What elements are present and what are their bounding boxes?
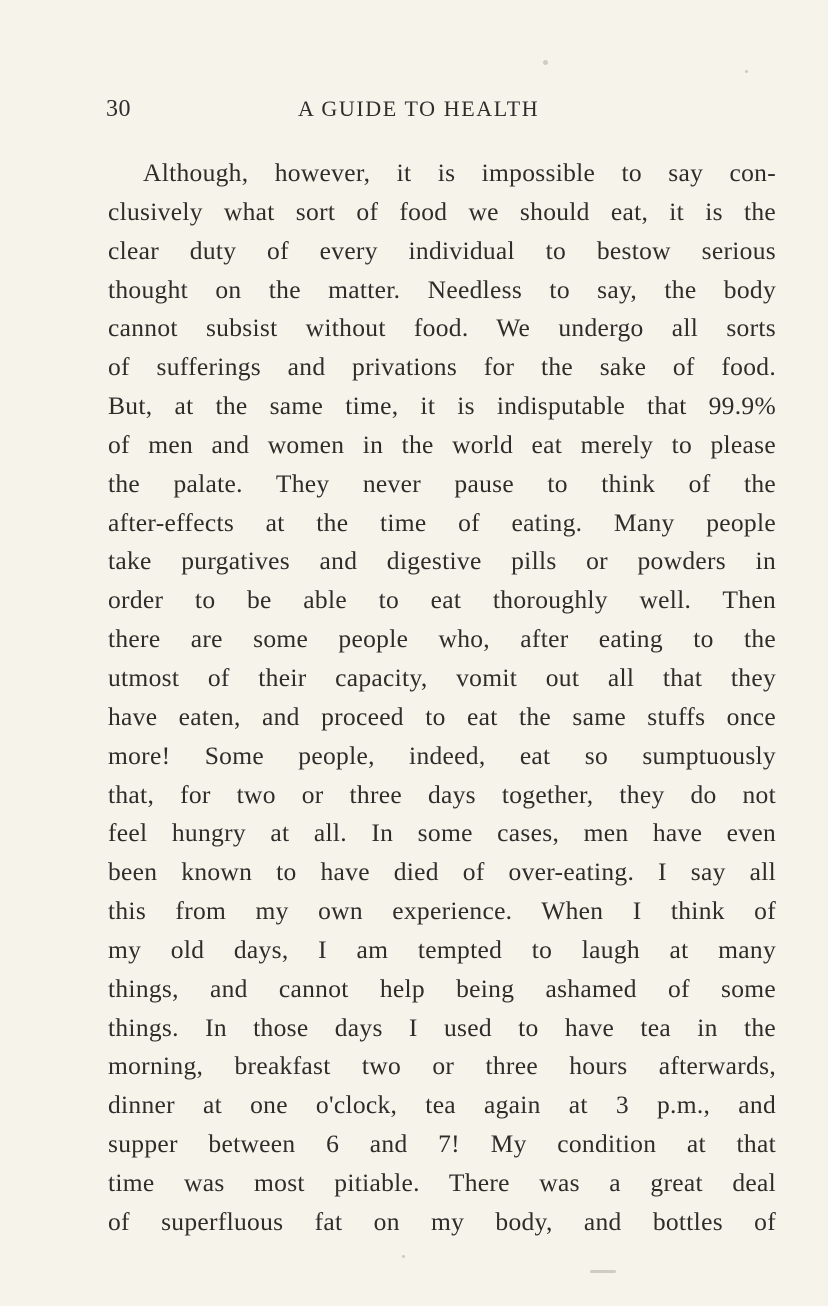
text-line: order to be able to eat thoroughly well. Then [108, 585, 776, 615]
running-head: A GUIDE TO HEALTH [298, 96, 540, 121]
ink-speck [745, 70, 748, 73]
text-line: of sufferings and privations for the sake of food. [108, 352, 776, 382]
text-line: this from my own experience. When I think of [108, 896, 776, 926]
text-line: more! Some people, indeed, eat so sumptuously [108, 740, 776, 770]
body-paragraph [108, 154, 776, 1242]
ink-speck [543, 60, 548, 65]
text-line: things. In those days I used to have tea in the [108, 1012, 776, 1042]
page-number: 30 [106, 96, 131, 122]
text-line: have eaten, and proceed to eat the same stuffs once [108, 701, 776, 731]
text-line: that, for two or three days together, they do not [108, 779, 776, 809]
text-line: take purgatives and digestive pills or powders in [108, 546, 776, 576]
text-line: cannot subsist without food. We undergo all sorts [108, 313, 776, 343]
text-line: clear duty of every individual to bestow serious [108, 235, 776, 265]
text-line: thought on the matter. Needless to say, the body [108, 274, 776, 304]
text-line: supper between 6 and 7! My condition at that [108, 1129, 776, 1159]
text-line: of men and women in the world eat merely to please [108, 429, 776, 459]
text-line: after-effects at the time of eating. Many people [108, 507, 776, 537]
text-line: feel hungry at all. In some cases, men have even [108, 818, 776, 848]
ink-speck [590, 1270, 616, 1273]
text-line: morning, breakfast two or three hours afterwards, [108, 1051, 776, 1081]
text-line: Although, however, it is impossible to say con- [143, 158, 776, 187]
text-line: time was most pitiable. There was a great deal [108, 1167, 776, 1197]
page-header [106, 96, 778, 130]
text-line: there are some people who, after eating to the [108, 624, 776, 654]
text-line: been known to have died of over-eating. I say all [108, 857, 776, 887]
text-line: things, and cannot help being ashamed of some [108, 973, 776, 1003]
text-line: the palate. They never pause to think of the [108, 468, 776, 498]
text-line: my old days, I am tempted to laugh at many [108, 934, 776, 964]
text-line: But, at the same time, it is indisputable that 99.9% [108, 391, 776, 421]
text-line: clusively what sort of food we should eat, it is the [108, 196, 776, 226]
text-line: of superfluous fat on my body, and bottles of [108, 1206, 776, 1236]
text-line: utmost of their capacity, vomit out all that they [108, 662, 776, 692]
ink-speck [402, 1255, 405, 1258]
text-line: dinner at one o'clock, tea again at 3 p.m., and [108, 1090, 776, 1120]
